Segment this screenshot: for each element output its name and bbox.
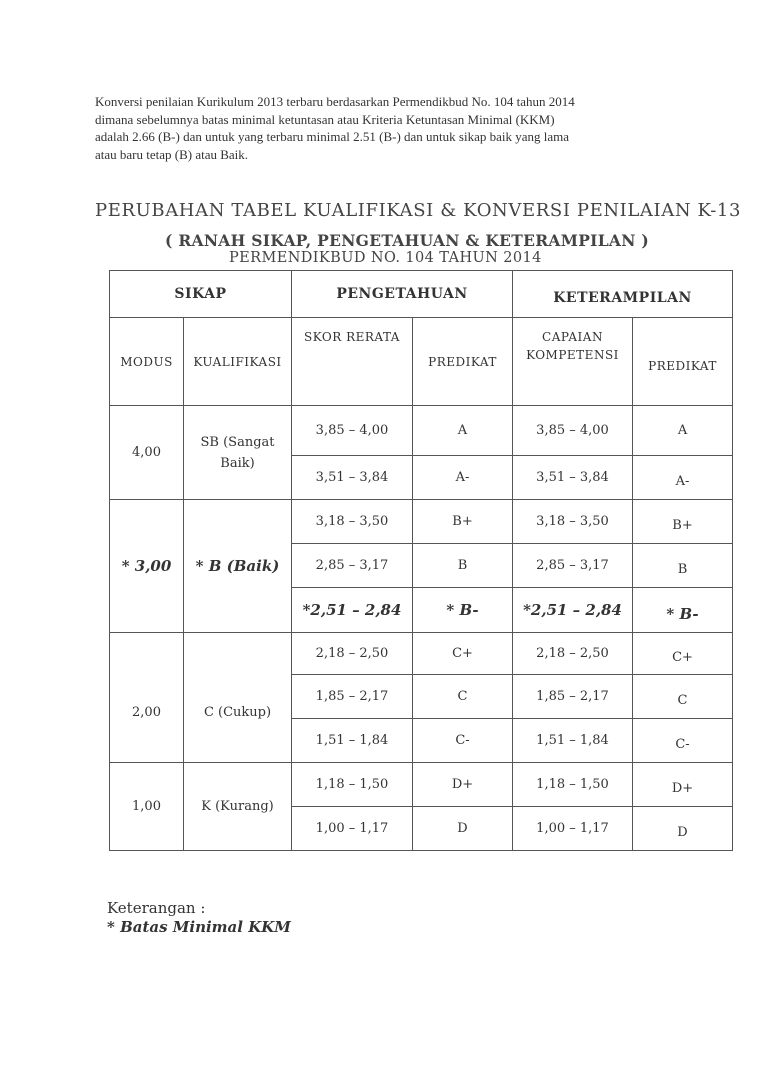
column-capaian-kompetensi: [513, 318, 633, 406]
capaian-cell: 1,51 – 1,84: [513, 719, 633, 763]
predikat-cell-kkm: * B-: [633, 588, 733, 633]
document-title: PERUBAHAN TABEL KUALIFIKASI & KONVERSI PENILAIAN K-13: [95, 200, 742, 221]
skor-cell: 2,85 – 3,17: [292, 544, 413, 588]
column-skor-rerata: SKOR RERATA: [292, 318, 413, 406]
notes-item: * Batas Minimal KKM: [107, 918, 291, 936]
skor-cell: 1,18 – 1,50: [292, 763, 413, 807]
intro-line: atau baru tetap (B) atau Baik.: [95, 146, 249, 162]
capaian-cell: 1,00 – 1,17: [513, 807, 633, 851]
header-keterampilan: KETERAMPILAN: [513, 271, 733, 318]
kualifikasi-line: SB (Sangat: [200, 434, 275, 450]
table-row: [110, 633, 733, 675]
predikat-cell: A: [633, 406, 733, 456]
predikat-cell: C-: [633, 719, 733, 763]
predikat-cell: B: [633, 544, 733, 588]
skor-cell: 2,18 – 2,50: [292, 633, 413, 675]
skor-cell: 1,51 – 1,84: [292, 719, 413, 763]
capaian-cell: 3,51 – 3,84: [513, 456, 633, 500]
kualifikasi-line: Baik): [220, 455, 255, 471]
predikat-cell: B: [413, 544, 513, 588]
table-row: [110, 763, 733, 807]
predikat-cell: C-: [413, 719, 513, 763]
predikat-cell: C+: [413, 633, 513, 675]
capaian-cell: 3,18 – 3,50: [513, 500, 633, 544]
predikat-cell: D+: [633, 763, 733, 807]
column-modus: MODUS: [110, 318, 184, 406]
column-predikat-pengetahuan: PREDIKAT: [413, 318, 513, 406]
intro-line: dimana sebelumnya batas minimal ketuntasan atau Kriteria Ketuntasan Minimal (KKM): [95, 111, 555, 127]
skor-cell-kkm: *2,51 – 2,84: [292, 588, 413, 633]
skor-cell: 3,85 – 4,00: [292, 406, 413, 456]
predikat-cell: D: [633, 807, 733, 851]
capaian-cell: 2,85 – 3,17: [513, 544, 633, 588]
column-kualifikasi: KUALIFIKASI: [184, 318, 292, 406]
predikat-cell: D+: [413, 763, 513, 807]
kualifikasi-cell: * B (Baik): [184, 500, 292, 633]
column-capaian-line: CAPAIAN: [542, 330, 603, 344]
intro-paragraph: [95, 93, 675, 163]
modus-cell: * 3,00: [110, 500, 184, 633]
column-predikat-keterampilan: PREDIKAT: [633, 318, 733, 406]
skor-cell: 3,18 – 3,50: [292, 500, 413, 544]
capaian-cell: 3,85 – 4,00: [513, 406, 633, 456]
predikat-cell: A-: [633, 456, 733, 500]
regulation-reference: PERMENDIKBUD NO. 104 TAHUN 2014: [229, 250, 542, 266]
conversion-table: [109, 270, 733, 851]
capaian-cell: 2,18 – 2,50: [513, 633, 633, 675]
predikat-cell: B+: [633, 500, 733, 544]
skor-cell: 1,85 – 2,17: [292, 675, 413, 719]
predikat-cell: A: [413, 406, 513, 456]
predikat-cell: D: [413, 807, 513, 851]
table-row: [110, 406, 733, 456]
predikat-cell: B+: [413, 500, 513, 544]
intro-line: adalah 2.66 (B-) dan untuk yang terbaru minimal 2.51 (B-) dan untuk sikap baik yang lama: [95, 129, 570, 144]
skor-cell: 1,00 – 1,17: [292, 807, 413, 851]
modus-cell: 4,00: [110, 406, 184, 500]
skor-cell: 3,51 – 3,84: [292, 456, 413, 500]
header-pengetahuan: PENGETAHUAN: [292, 271, 513, 318]
group-header-row: [110, 271, 733, 318]
notes-section: [107, 899, 291, 937]
capaian-cell: 1,18 – 1,50: [513, 763, 633, 807]
modus-cell: 2,00: [110, 633, 184, 763]
notes-label: Keterangan :: [107, 899, 206, 917]
predikat-cell: C+: [633, 633, 733, 675]
column-capaian-line: KOMPETENSI: [526, 348, 619, 362]
table-row: [110, 500, 733, 544]
predikat-cell: A-: [413, 456, 513, 500]
kualifikasi-cell: K (Kurang): [184, 763, 292, 851]
intro-line: Konversi penilaian Kurikulum 2013 terbaru berdasarkan Permendikbud No. 104 tahun 2014: [95, 94, 575, 109]
predikat-cell: C: [633, 675, 733, 719]
modus-cell: 1,00: [110, 763, 184, 851]
document-subtitle: ( RANAH SIKAP, PENGETAHUAN & KETERAMPILAN ): [165, 231, 650, 250]
predikat-cell: C: [413, 675, 513, 719]
capaian-cell: 1,85 – 2,17: [513, 675, 633, 719]
predikat-cell-kkm: * B-: [413, 588, 513, 633]
column-header-row: [110, 318, 733, 406]
kualifikasi-cell: C (Cukup): [184, 633, 292, 763]
kualifikasi-cell: [184, 406, 292, 500]
header-sikap: SIKAP: [110, 271, 292, 318]
capaian-cell-kkm: *2,51 – 2,84: [513, 588, 633, 633]
